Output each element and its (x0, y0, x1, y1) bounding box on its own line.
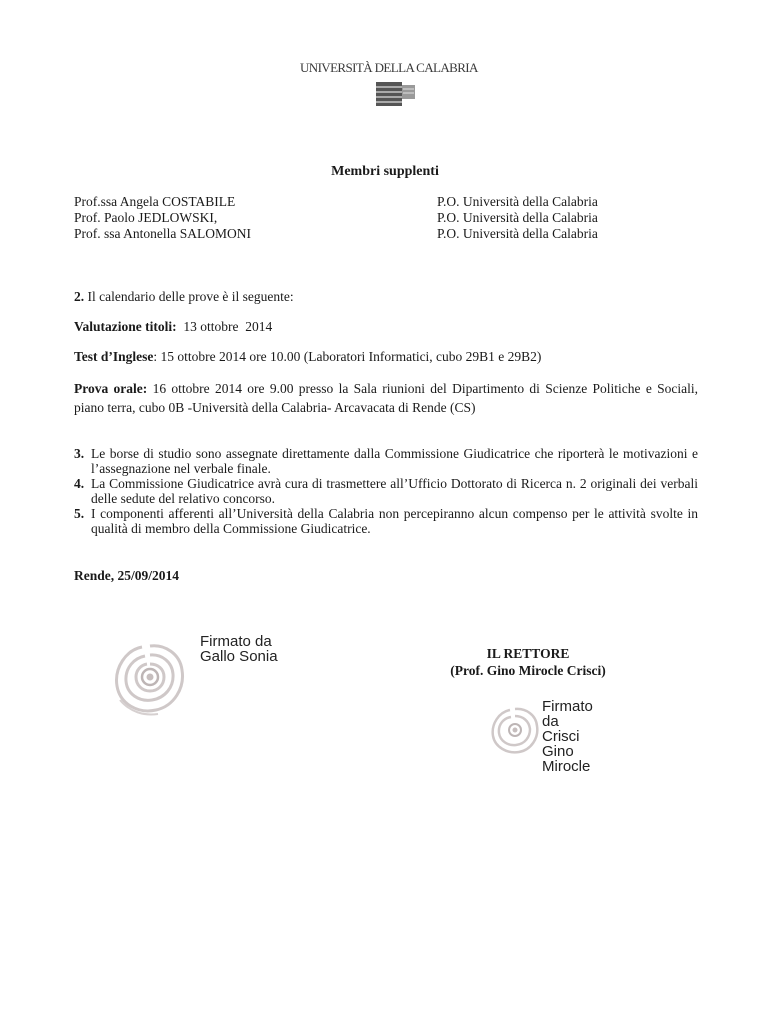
member-affiliation: P.O. Università della Calabria (437, 210, 598, 225)
signature-left-line: Gallo Sonia (200, 648, 278, 665)
test-inglese-line (74, 348, 698, 365)
member-name: Prof.ssa Angela COSTABILE (74, 194, 236, 209)
signature-right-line: Mirocle (542, 758, 591, 775)
university-logo-icon (376, 82, 416, 106)
point-number: 3. (74, 446, 85, 461)
calendar-intro-text: Il calendario delle prove è il seguente: (84, 289, 294, 304)
valutazione-value: 13 ottobre 2014 (176, 319, 273, 334)
rettore-block (438, 645, 618, 679)
section-heading: Membri supplenti (331, 164, 439, 179)
point-number: 4. (74, 476, 85, 491)
point-text: I componenti afferenti all’Università della Calabria non percepiranno alcun compenso per le attività svolte in qualità di membro della Commissione Giudicatrice. (91, 506, 698, 536)
member-name: Prof. ssa Antonella SALOMONI (74, 226, 251, 241)
rettore-name: (Prof. Gino Mirocle Crisci) (450, 663, 606, 678)
point-number: 5. (74, 506, 85, 521)
calendar-intro (74, 288, 698, 305)
calendar-intro-number: 2. (74, 289, 85, 304)
signature-left-line: Firmato da (200, 633, 272, 650)
signature-left (200, 634, 278, 664)
prova-orale-paragraph (74, 379, 698, 417)
rettore-title: IL RETTORE (486, 646, 570, 661)
test-inglese-value: : 15 ottobre 2014 ore 10.00 (Laboratori Informatici, cubo 29B1 e 29B2) (153, 349, 542, 364)
valutazione-label: Valutazione titoli: (74, 319, 177, 334)
place-date: Rende, 25/09/2014 (74, 568, 180, 583)
list-item (74, 476, 698, 506)
member-affiliation: P.O. Università della Calabria (437, 194, 598, 209)
member-name: Prof. Paolo JEDLOWSKI, (74, 210, 218, 225)
point-text: La Commissione Giudicatrice avrà cura di trasmettere all’Ufficio Dottorato di Ricerca n. 2 originali dei verbali delle sedute del relativo concorso. (91, 476, 698, 506)
university-name: UNIVERSITÀ DELLA CALABRIA (300, 60, 478, 75)
signature-seal-icon (488, 705, 542, 757)
member-affiliation: P.O. Università della Calabria (437, 226, 598, 241)
signature-right (542, 699, 593, 774)
signature-right-line: da (542, 713, 559, 730)
point-text: Le borse di studio sono assegnate direttamente dalla Commissione Giudicatrice che riporterà le motivazioni e l’assegnazione nel verbale finale. (91, 446, 698, 476)
prova-orale-label: Prova orale: (74, 381, 148, 396)
points-list (74, 446, 698, 536)
prova-orale-value: 16 ottobre 2014 ore 9.00 presso la Sala riunioni del Dipartimento di Scienze Politiche e Sociali, piano terra, cubo 0B -Università della Calabria- Arcavacata di Rende (CS) (74, 381, 698, 415)
valutazione-line (74, 318, 698, 335)
signature-seal-icon (110, 640, 190, 716)
list-item (74, 506, 698, 536)
list-item (74, 446, 698, 476)
test-inglese-label: Test d’Inglese (74, 349, 154, 364)
signature-right-line: Gino (542, 743, 574, 760)
signature-right-line: Firmato (542, 698, 593, 715)
signature-right-line: Crisci (542, 728, 580, 745)
